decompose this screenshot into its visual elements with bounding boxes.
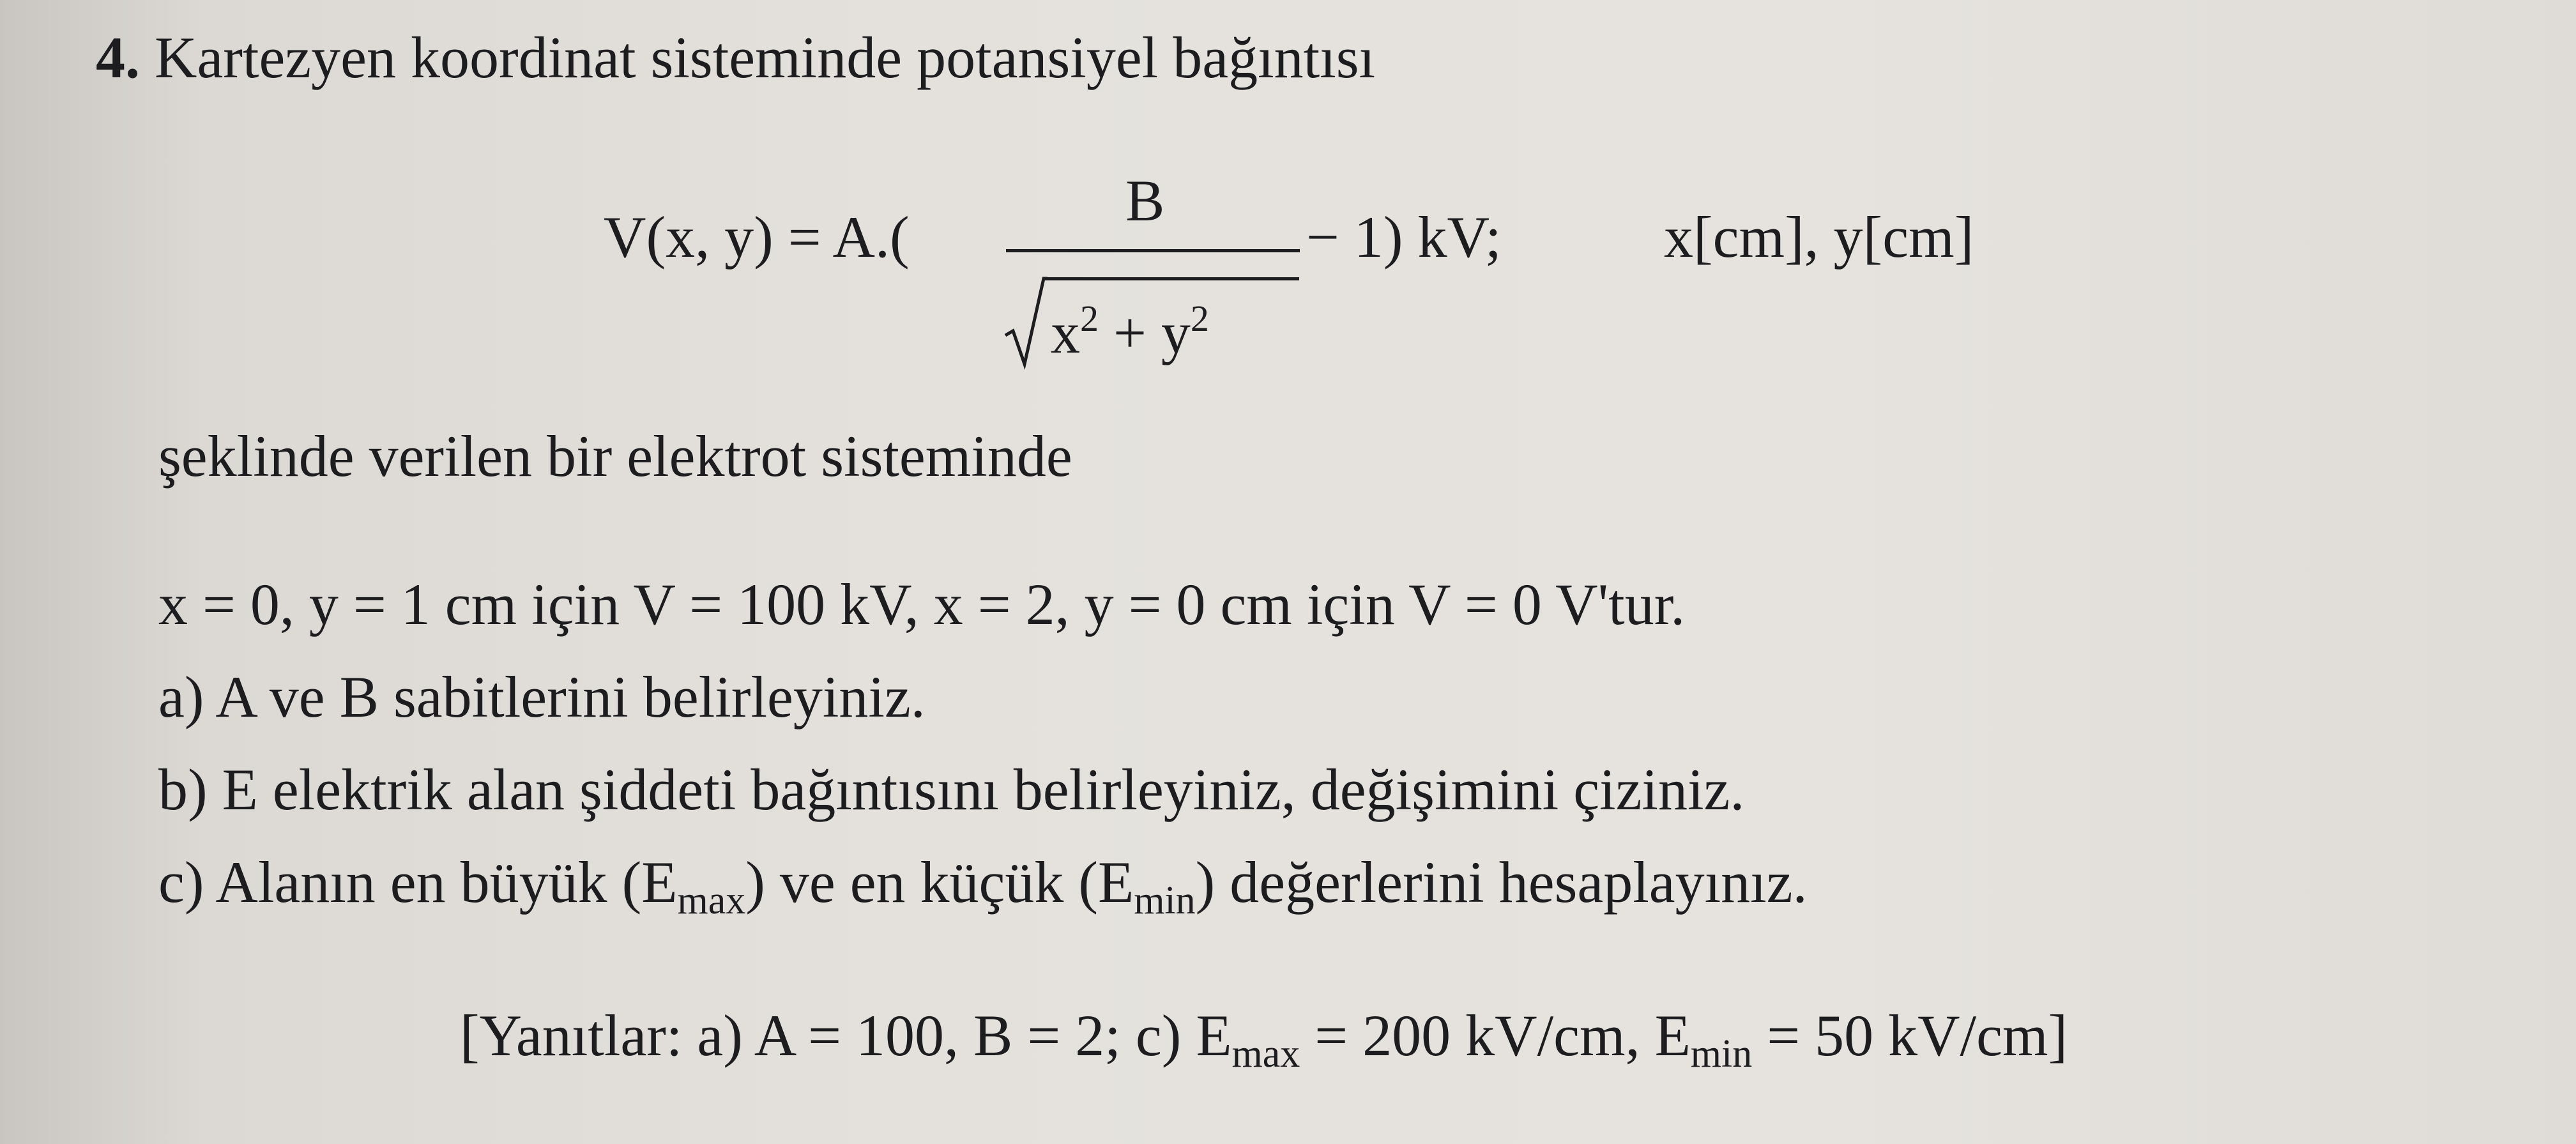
body-line-1: şeklinde verilen bir elektrot sisteminde (158, 423, 1072, 489)
problem-number: 4. (96, 25, 140, 90)
question-b: b) E elektrik alan şiddeti bağıntısını belirleyiniz, değişimini çiziniz. (158, 757, 1745, 822)
denominator-x: x (1051, 300, 1080, 365)
denominator-plus-y: + y (1113, 300, 1191, 365)
question-c (158, 850, 1808, 922)
problem-heading (96, 25, 1376, 90)
formula-denominator (1051, 298, 1209, 365)
answers-part1: [Yanıtlar: a) A = 100, B = 2; c) E (460, 1003, 1232, 1068)
denominator-exponent-1: 2 (1080, 298, 1099, 339)
formula-units: x[cm], y[cm] (1664, 204, 1974, 270)
answers-part3: = 50 kV/cm] (1752, 1003, 2068, 1068)
question-a: a) A ve B sabitlerini belirleyiniz. (158, 664, 926, 729)
question-c-part2: ) ve en küçük (E (745, 850, 1134, 915)
question-c-sub-min: min (1134, 879, 1196, 922)
denominator-exponent-2: 2 (1190, 298, 1209, 339)
answers-part2: = 200 kV/cm, E (1300, 1003, 1691, 1068)
sqrt-vinculum (1045, 277, 1299, 280)
answers-sub-min: min (1690, 1032, 1753, 1076)
formula-numerator: B (1125, 168, 1165, 233)
fraction-bar (1006, 249, 1300, 252)
problem-title: Kartezyen koordinat sisteminde potansiyel bağıntısı (155, 25, 1376, 90)
question-c-sub-max: max (677, 879, 746, 922)
question-c-part1: c) Alanın en büyük (E (158, 850, 678, 915)
answers-sub-max: max (1231, 1032, 1300, 1076)
question-c-part3: ) değerlerini hesaplayınız. (1195, 850, 1808, 915)
square-root-icon (1003, 275, 1048, 370)
formula-lhs: V(x, y) = A.( (604, 204, 910, 270)
body-line-2: x = 0, y = 1 cm için V = 100 kV, x = 2, y = 0 cm için V = 0 V'tur. (158, 572, 1686, 637)
formula-tail: − 1) kV; (1306, 204, 1502, 270)
answers-line (460, 1003, 2068, 1076)
